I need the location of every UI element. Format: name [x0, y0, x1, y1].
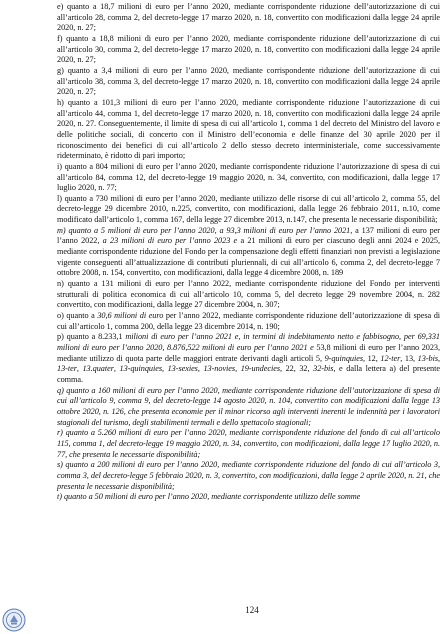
text-segment: , — [76, 364, 83, 374]
text-segment: , — [197, 364, 204, 374]
text-segment: m) quanto a 5 milioni di euro per l’anno 2020, — [57, 225, 220, 235]
text-segment: , — [438, 353, 441, 363]
text-segment: , a 137 milioni di euro per l’anno 2022, — [57, 225, 441, 246]
text-segment: 13-bis — [417, 353, 438, 363]
text-segment: , 22, 32, — [280, 364, 314, 374]
text-segment: r) quanto a 5.260 milioni di euro per l’anno 2020, mediante corrispondente riduzione del fondo di cui all’articolo 115, comma 1, del decreto-legge 19 maggio 2020, n. 34, convertito, con modificazioni, dalla legge 17 luglio 2020, n. 77, che presenta le necessarie disponibilità; — [57, 428, 440, 459]
paragraph — [57, 460, 440, 492]
text-segment: 19-undecies — [240, 364, 280, 374]
paragraph — [57, 98, 440, 162]
text-segment: p) quanto a 8.233,1 — [57, 332, 126, 342]
text-segment: 9-quinquies — [324, 353, 363, 363]
paragraph — [57, 162, 440, 194]
paragraph — [57, 194, 440, 226]
text-segment: g) quanto a 3,4 milioni di euro per l’anno 2020, mediante corrispondente riduzione dell’autorizzazione di cui all’articolo 38, comma 3, del decreto-legge 17 marzo 2020, n. 18, convertito con modificazioni dalla legge 24 aprile 2020, n. 27; — [57, 65, 440, 97]
paragraph — [57, 311, 440, 332]
document-body — [57, 2, 440, 503]
text-segment: 13-ter — [57, 364, 77, 374]
text-segment: per l’anno 2022, mediante corrispondente riduzione dell’autorizzazione di spesa di cui all’articolo 1, comma 200, della legge 23 dicembre 2014, n. 190; — [57, 311, 441, 331]
text-segment: , 12, — [362, 353, 381, 363]
paragraph — [57, 34, 440, 66]
text-segment: a 21 milioni di euro per ciascuno degli anni 2024 e 2025, mediante corrispondente riduzione del Fondo per la compensazione degli effetti finanziari non previsti a legislazione vigente conseguenti all’attualizzazione di contributi pluriennali, di cui all’articolo 6, comma 2, del decreto-legge 7 ottobre 2008, n. 154, convertito, con modificazioni, dalla legge 4 dicembre 2008, n. 189 — [57, 236, 440, 278]
text-segment: 13.quater — [82, 364, 114, 374]
text-segment: n) quanto a 131 milioni di euro per l’anno 2022, mediante corrispondente riduzione del Fondo per interventi strutturali di politica economica di cui all’articolo 10, comma 5, del decreto legge 29 novembre 2004, n. 282 convertito, con modificazioni, dalla legge 27 dicembre 2004, n. 307; — [57, 279, 440, 310]
text-segment: o) quanto a — [57, 311, 98, 321]
text-segment: , 13, — [400, 353, 418, 363]
page-number: 124 — [245, 605, 259, 615]
text-segment: milioni di euro per l’anno 2021 e, in termini di indebitamento netto e fabbisogno, per 69,331 milioni di euro per l’anno 2020, 8.876,522 milioni di euro per l’anno 2021 e — [57, 332, 440, 352]
text-segment: s) quanto a 200 milioni di euro per l’anno 2020, mediante corrispondente riduzione del fondo di cui all’articolo 3, comma 3, del decreto-legge 5 febbraio 2020, n. 3, convertito, con modificazioni, dalla legge 2 aprile 2020, n. 21, che presenta le necessarie disponibilità; — [57, 460, 440, 491]
text-segment: , e dalla lettera a) del presente comma. — [57, 364, 440, 384]
text-segment: f) quanto a 18,8 milioni di euro per l’anno 2020, mediante corrispondente riduzione dell’autorizzazione di cui all’articolo 30, comma 2, del decreto-legge 17 marzo 2020, n. 18, convertito con modificazioni dalla legge 24 aprile 2020, n. 27; — [57, 33, 440, 65]
paragraph — [57, 2, 440, 34]
text-segment: 13-sexies — [167, 364, 198, 374]
text-segment: h) quanto a 101,3 milioni di euro per l’anno 2020, mediante corrispondente riduzione l’autorizzazione di cui all’articolo 44, comma 1, del decreto-legge 17 marzo 2020, n. 18, convertito con modificazioni dalla legge 24 aprile 2020, n. 27. Conseguentemente, il limite di spesa di cui all’articolo 1, comma 1 del decreto del Ministro del lavoro e delle politiche sociali, di concerto con il Ministro dell’economia e delle finanze del 30 aprile 2020 per il riconoscimento dei benefici di cui all’articolo 2 dello stesso decreto interministeriale, come successivamente rideterminato, è ridotto di pari importo; — [57, 97, 440, 161]
text-segment: , — [113, 364, 120, 374]
text-segment: 13-novies — [203, 364, 236, 374]
text-segment: 53,8 milioni di euro per l’anno 2023, mediante utilizzo di quota parte delle maggiori entrate derivanti dagli articoli 5, — [57, 343, 441, 363]
text-segment: , — [161, 364, 168, 374]
paragraph — [57, 386, 440, 429]
text-segment: l) quanto a 730 milioni di euro per l’anno 2020, mediante utilizzo delle risorse di cui all’articolo 2, comma 55, del decreto-legge 29 dicembre 2010, n.225, convertito, con modificazioni, dalla legge 26 febbraio 2011, n.10, come modificato dall’articolo 1, comma 167, della legge 27 dicembre 2013, n.147, che presenta le necessarie disponibilità; — [57, 193, 440, 225]
paragraph — [57, 226, 440, 279]
text-segment: q) quanto a 160 milioni di euro per l’anno 2020, mediante corrispondente riduzione dell’autorizzazione di spesa di cui all’articolo 9, comma 9, del decreto-legge 14 agosto 2020, n. 104, convertito con modificazioni dalla legge 13 ottobre 2020, n. 126, che presenta economie per il minor ricorso agli interventi inerenti le indennità per i lavoratori stagionali del turismo, degli stabilimenti termali e dello spettacolo stagionali; — [57, 385, 440, 427]
paragraph — [57, 279, 440, 311]
text-segment: t) quanto a 50 milioni di euro per l’anno 2020, mediante corrispondente utilizzo delle somme — [57, 492, 361, 502]
text-segment: a 23 milioni di euro per l’anno 2023 e — [102, 236, 238, 246]
text-segment: 12-ter — [380, 353, 401, 363]
paragraph — [57, 332, 440, 385]
text-segment: 32-bis — [313, 364, 334, 374]
text-segment: 30,6 milioni di euro — [97, 311, 164, 321]
text-segment: i) quanto a 804 milioni di euro per l’anno 2020, mediante corrispondente riduzione l’autorizzazione di spesa di cui all’articolo 84, comma 12, del decreto-legge 19 maggio 2020, n. 34, convertito, con modificazioni, dalla legge 17 luglio 2020, n. 77; — [57, 161, 440, 193]
seal-icon — [2, 608, 26, 632]
paragraph — [57, 492, 440, 503]
paragraph — [57, 428, 440, 460]
text-segment: 13-quinquies — [119, 364, 162, 374]
paragraph — [57, 66, 440, 98]
text-segment: a 93,3 milioni di euro per l’anno 2021 — [219, 225, 351, 235]
text-segment: e) quanto a 18,7 milioni di euro per l’anno 2020, mediante corrispondente riduzione dell’autorizzazione di cui all’articolo 28, comma 2, del decreto-legge 17 marzo 2020, n. 18, convertito con modificazioni dalla legge 24 aprile 2020, n. 27; — [57, 2, 440, 33]
text-segment: , — [235, 364, 241, 374]
